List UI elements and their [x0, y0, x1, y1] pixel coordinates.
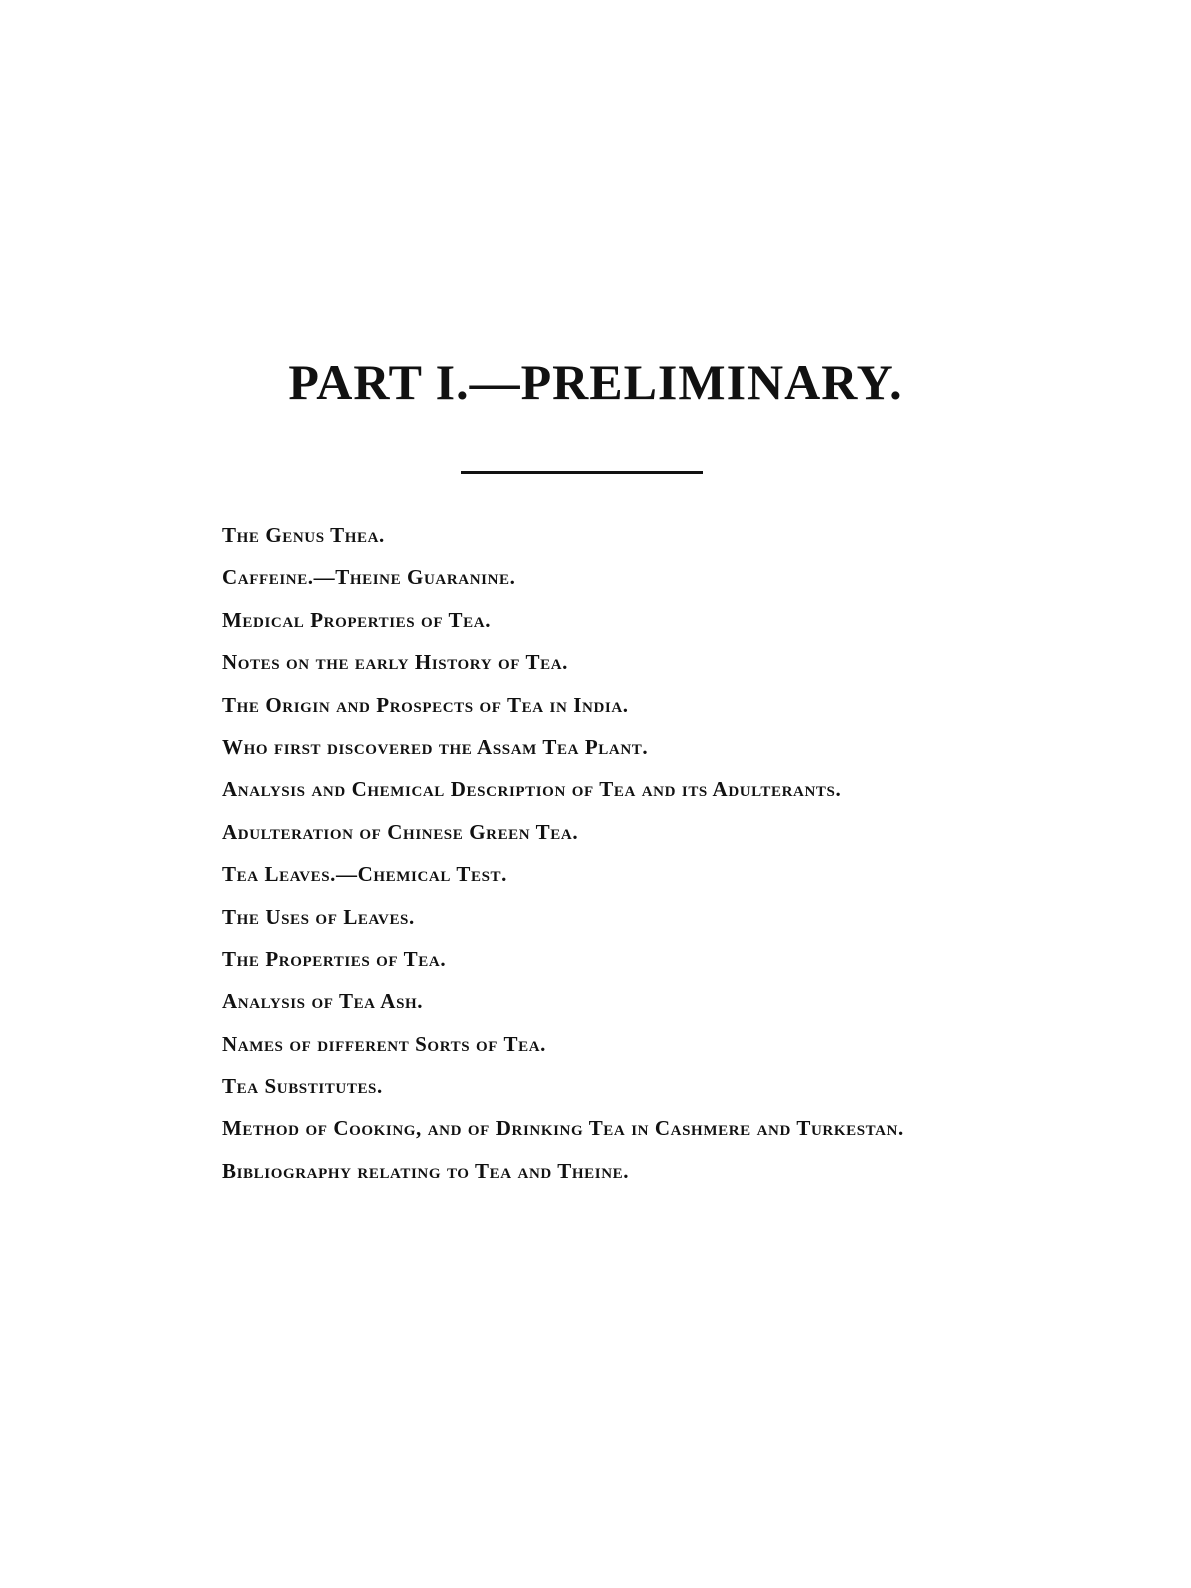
contents-item: The Genus Thea.	[222, 523, 385, 547]
contents-item: Tea Leaves.—Chemical Test.	[222, 862, 508, 887]
contents-item: Method of Cooking, and of Drinking Tea in Cashmere and Turkestan.	[222, 1116, 904, 1141]
contents-item: Analysis and Chemical Description of Tea and its Adulterants.	[222, 777, 842, 802]
contents-list	[222, 520, 1012, 1198]
contents-item: Tea Substitutes.	[222, 1074, 383, 1099]
contents-item: Names of different Sorts of Tea.	[222, 1031, 547, 1056]
contents-item: Analysis of Tea Ash.	[222, 989, 424, 1014]
contents-item: The Origin and Prospects of Tea in India.	[222, 692, 629, 717]
contents-item: The Uses of Leaves.	[222, 904, 415, 929]
contents-item: Caffeine.—Theine Guaranine.	[222, 565, 516, 590]
page-title: PART I.—PRELIMINARY.	[288, 354, 903, 410]
title-rule-divider	[461, 471, 703, 474]
contents-item: Who first discovered the Assam Tea Plant.	[222, 734, 649, 759]
contents-item: Notes on the early History of Tea.	[222, 650, 568, 675]
contents-item: Bibliography relating to Tea and Theine.	[222, 1158, 630, 1183]
contents-item: Medical Properties of Tea.	[222, 607, 492, 632]
contents-item: The Properties of Tea.	[222, 946, 447, 971]
contents-item: Adulteration of Chinese Green Tea.	[222, 819, 579, 844]
